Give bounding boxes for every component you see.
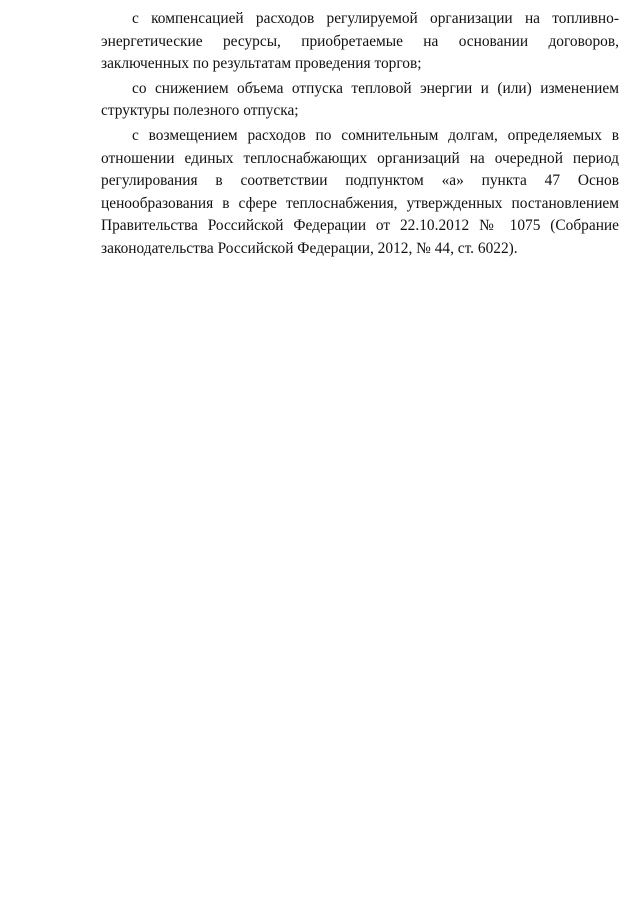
paragraph-fuel-energy-costs: с компенсацией расходов регулируемой организации на топливно-энергетические ресурсы, приобретаемые на основании договоров, заключенных по результатам проведения торгов; bbox=[101, 10, 619, 73]
paragraph-doubtful-debts: с возмещением расходов по сомнительным долгам, определяемых в отношении единых теплоснабжающих организаций на очередной период регулирования в соответствии подпунктом «а» пункта 47 Основ ценообразования в сфере теплоснабжения, утвержденных постановлением Правительства Российской Федерации от 22.10.2012 № 1075 (Собрание законодательства Российской Федерации, 2012, № 44, ст. 6022). bbox=[101, 126, 619, 257]
paragraph-heat-supply-reduction: со снижением объема отпуска тепловой энергии и (или) изменением структуры полезного отпуска; bbox=[101, 79, 619, 120]
document-body bbox=[101, 8, 619, 261]
